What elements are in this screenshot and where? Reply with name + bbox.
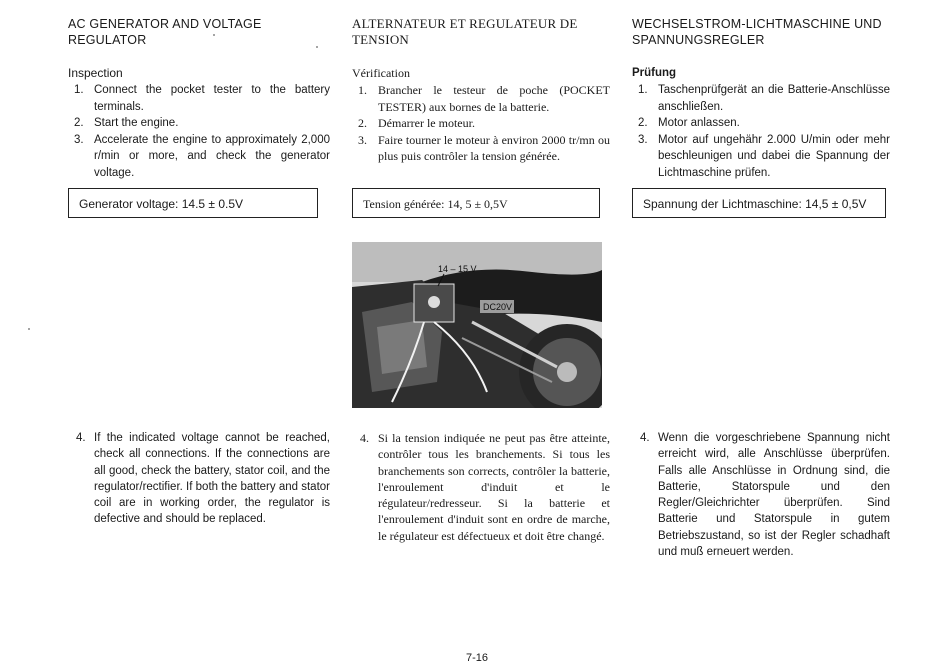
list-item [632, 430, 890, 560]
step-list [632, 82, 890, 181]
step-text: Si la tension indiquée ne peut pas être atteinte, contrôler tous les branchements. Si tous les branchements son corrects, contrôler la batterie, l'enroulement d'induit et le régulateur/redresseur. Si la batterie et l'enroulement d'induit sont en ordre de marche, le régulateur est défectueux et doit être changé. [378, 431, 610, 543]
step-text: If the indicated voltage cannot be reached, check all connections. If the connections are all good, check the battery, stator coil, and the regulator/rectifier. If both the battery and stator coil are in working order, the regulator is defective and should be replaced. [94, 432, 330, 526]
step-text: Start the engine. [94, 117, 179, 129]
list-item [68, 132, 330, 182]
step-number: 1. [358, 83, 367, 97]
step-text: Démarrer le moteur. [378, 116, 475, 130]
step-number: 4. [76, 432, 86, 444]
step-text: Brancher le testeur de poche (POCKET TESTER) aux bornes de la batterie. [378, 83, 610, 114]
spec-box: Spannung der Lichtmaschine: 14,5 ± 0,5V [632, 188, 886, 218]
step-number: 3. [638, 133, 648, 146]
step-list [352, 82, 610, 165]
motorcycle-tester-photo [352, 242, 602, 408]
section-title: AC GENERATOR AND VOLTAGE REGULATOR [68, 17, 262, 47]
step-text: Wenn die vorgeschriebene Spannung nicht erreicht wird, alle Anschlüsse überprüfen. Falls alle Anschlüsse in Ordnung sind, die Batterie, Statorspule und den Regler/Gleichrichter überprüfen. Sind Batterie und Statorspule in gutem Betriebszustand, so ist der Regler schadhaft und muß erneuert werden. [658, 432, 890, 559]
list-item [68, 82, 330, 115]
list-item [632, 82, 890, 115]
step-text: Taschenprüfgerät an die Batterie-Anschlüsse anschließen. [658, 84, 890, 113]
list-item [352, 115, 610, 132]
step-text: Motor anlassen. [658, 117, 740, 129]
list-item [352, 82, 610, 115]
step-number: 2. [74, 117, 84, 129]
section-subtitle: Vérification [352, 66, 410, 80]
condition-list [68, 430, 330, 528]
meter-range-label: DC20V [483, 302, 513, 312]
print-speck [28, 328, 30, 330]
list-item [352, 132, 610, 165]
step-number: 4. [360, 431, 369, 445]
condition-list [632, 430, 890, 560]
list-item [352, 430, 610, 544]
section-title: ALTERNATEUR ET REGULATEUR DE TENSION [352, 16, 578, 47]
step-number: 2. [638, 117, 648, 129]
list-item [68, 115, 330, 132]
step-text: Accelerate the engine to approximately 2,000 r/min or more, and check the generator voltage. [94, 133, 330, 179]
list-item [68, 430, 330, 528]
step-number: 1. [638, 84, 648, 96]
step-number: 4. [640, 432, 650, 444]
step-number: 1. [74, 84, 84, 96]
list-item [632, 115, 890, 132]
step-number: 2. [358, 116, 367, 130]
step-number: 3. [358, 132, 367, 147]
page-number: 7-16 [466, 652, 489, 664]
voltage-label: 14 – 15 V [438, 264, 477, 274]
step-number: 3. [74, 133, 84, 146]
list-item [632, 132, 890, 182]
print-speck [213, 34, 215, 36]
print-speck [316, 46, 318, 48]
condition-list [352, 430, 610, 544]
step-text: Faire tourner le moteur à environ 2000 tr/mn ou plus puis contrôler la tension générée. [378, 132, 610, 163]
spec-box: Generator voltage: 14.5 ± 0.5V [68, 188, 318, 218]
step-list [68, 82, 330, 181]
spec-box: Tension générée: 14, 5 ± 0,5V [352, 188, 600, 218]
section-subtitle: Inspection [68, 66, 123, 80]
step-text: Connect the pocket tester to the battery terminals. [94, 84, 330, 113]
photo-illustration [352, 242, 602, 408]
step-text: Motor auf ungehähr 2.000 U/min oder mehr beschleunigen und dabei die Spannung der Lichtmaschine prüfen. [658, 133, 890, 179]
section-subtitle: Prüfung [632, 67, 677, 79]
section-title: WECHSELSTROM-LICHTMASCHINE UND SPANNUNGSREGLER [632, 17, 882, 47]
